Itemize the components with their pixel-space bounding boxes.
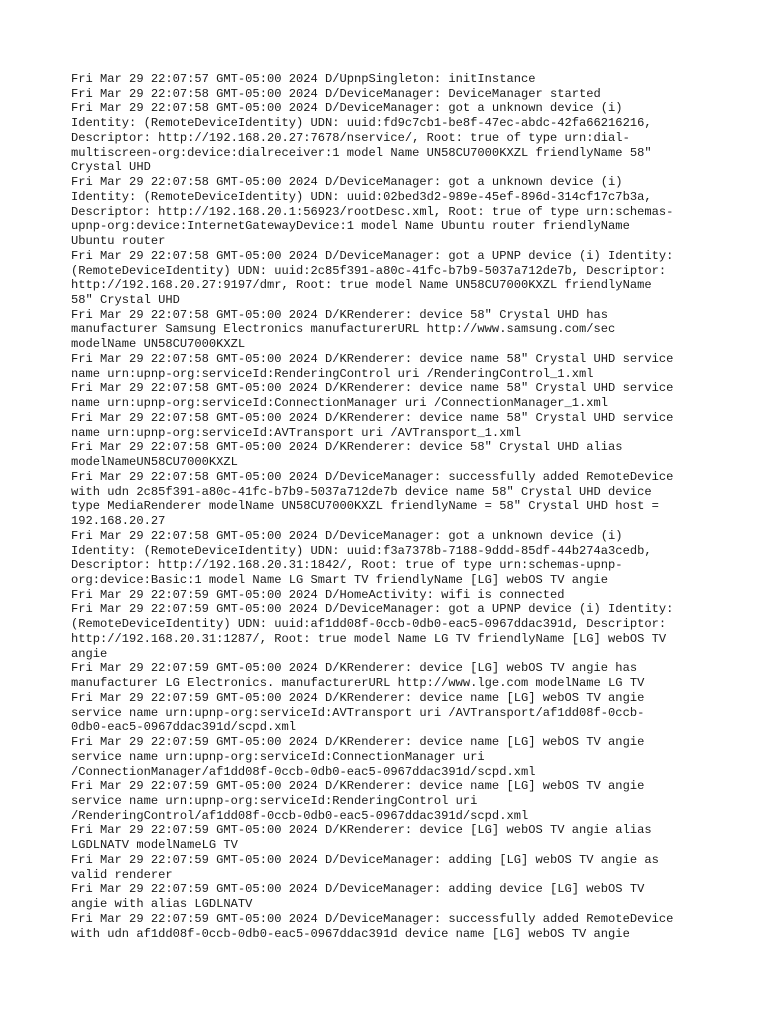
log-line: Fri Mar 29 22:07:58 GMT-05:00 2024 D/DeviceManager: got a unknown device (i) <box>71 175 623 190</box>
log-line: service name urn:upnp-org:serviceId:ConnectionManager uri <box>71 749 485 764</box>
log-line: Identity: (RemoteDeviceIdentity) UDN: uuid:02bed3d2-989e-45ef-896d-314cf17c7b3a, <box>71 189 652 204</box>
log-line: name urn:upnp-org:serviceId:AVTransport uri /AVTransport_1.xml <box>71 425 521 440</box>
log-line: /RenderingControl/af1dd08f-0ccb-0db0-eac5-0967ddac391d/scpd.xml <box>71 808 529 823</box>
log-line: Fri Mar 29 22:07:58 GMT-05:00 2024 D/DeviceManager: got a unknown device (i) <box>71 101 623 116</box>
log-line: service name urn:upnp-org:serviceId:AVTransport uri /AVTransport/af1dd08f-0ccb- <box>71 705 645 720</box>
log-line: Fri Mar 29 22:07:58 GMT-05:00 2024 D/DeviceManager: DeviceManager started <box>71 86 601 101</box>
log-line: manufacturer Samsung Electronics manufacturerURL http://www.samsung.com/sec <box>71 322 616 337</box>
log-line: Fri Mar 29 22:07:57 GMT-05:00 2024 D/UpnpSingleton: initInstance <box>71 72 536 86</box>
log-line: Fri Mar 29 22:07:59 GMT-05:00 2024 D/KRenderer: device [LG] webOS TV angie alias <box>71 823 652 838</box>
log-line: Identity: (RemoteDeviceIdentity) UDN: uuid:fd9c7cb1-be8f-47ec-abdc-42fa66216216, <box>71 116 652 131</box>
log-line: Fri Mar 29 22:07:59 GMT-05:00 2024 D/DeviceManager: adding [LG] webOS TV angie as <box>71 852 659 867</box>
log-line: manufacturer LG Electronics. manufacturerURL http://www.lge.com modelName LG TV <box>71 676 645 691</box>
log-line: Identity: (RemoteDeviceIdentity) UDN: uuid:f3a7378b-7188-9ddd-85df-44b274a3cedb, <box>71 543 652 558</box>
log-line: Fri Mar 29 22:07:59 GMT-05:00 2024 D/DeviceManager: got a UPNP device (i) Identity: <box>71 602 674 617</box>
log-line: Fri Mar 29 22:07:58 GMT-05:00 2024 D/KRenderer: device 58" Crystal UHD has <box>71 307 609 322</box>
log-line: Fri Mar 29 22:07:58 GMT-05:00 2024 D/DeviceManager: got a UPNP device (i) Identity: <box>71 248 674 263</box>
log-line: type MediaRenderer modelName UN58CU7000KXZL friendlyName = 58" Crystal UHD host = <box>71 499 659 514</box>
log-line: service name urn:upnp-org:serviceId:RenderingControl uri <box>71 793 478 808</box>
log-line: Descriptor: http://192.168.20.27:7678/nservice/, Root: true of type urn:dial- <box>71 130 630 145</box>
log-line: Fri Mar 29 22:07:58 GMT-05:00 2024 D/KRenderer: device name 58" Crystal UHD service <box>71 351 674 366</box>
log-line: Ubuntu router <box>71 234 166 249</box>
log-line: name urn:upnp-org:serviceId:ConnectionManager uri /ConnectionManager_1.xml <box>71 396 609 411</box>
log-line: angie <box>71 646 108 661</box>
log-line: modelName UN58CU7000KXZL <box>71 337 246 352</box>
log-line: (RemoteDeviceIdentity) UDN: uuid:2c85f391-a80c-41fc-b7b9-5037a712de7b, Descriptor: <box>71 263 667 278</box>
log-line: angie with alias LGDLNATV <box>71 897 253 912</box>
log-line: Fri Mar 29 22:07:59 GMT-05:00 2024 D/KRenderer: device name [LG] webOS TV angie <box>71 735 645 750</box>
log-line: name urn:upnp-org:serviceId:RenderingControl uri /RenderingControl_1.xml <box>71 366 594 381</box>
log-line: Fri Mar 29 22:07:58 GMT-05:00 2024 D/KRenderer: device name 58" Crystal UHD service <box>71 410 674 425</box>
log-line: Fri Mar 29 22:07:59 GMT-05:00 2024 D/DeviceManager: successfully added RemoteDevice <box>71 911 674 926</box>
log-line: Fri Mar 29 22:07:58 GMT-05:00 2024 D/DeviceManager: got a unknown device (i) <box>71 528 623 543</box>
log-line: 192.168.20.27 <box>71 514 166 529</box>
log-line: Descriptor: http://192.168.20.31:1842/, Root: true of type urn:schemas-upnp- <box>71 558 623 573</box>
log-line: LGDLNATV modelNameLG TV <box>71 838 238 853</box>
log-line: Fri Mar 29 22:07:59 GMT-05:00 2024 D/KRenderer: device [LG] webOS TV angie has <box>71 661 638 676</box>
log-line: multiscreen-org:device:dialreceiver:1 model Name UN58CU7000KXZL friendlyName 58" <box>71 145 652 160</box>
log-document <box>71 72 711 941</box>
log-line: 58" Crystal UHD <box>71 293 180 308</box>
log-line: /ConnectionManager/af1dd08f-0ccb-0db0-eac5-0967ddac391d/scpd.xml <box>71 764 536 779</box>
log-line: with udn 2c85f391-a80c-41fc-b7b9-5037a712de7b device name 58" Crystal UHD device <box>71 484 652 499</box>
log-line: Crystal UHD <box>71 160 151 175</box>
log-line: Descriptor: http://192.168.20.1:56923/rootDesc.xml, Root: true of type urn:schemas- <box>71 204 674 219</box>
log-line: org:device:Basic:1 model Name LG Smart TV friendlyName [LG] webOS TV angie <box>71 572 609 587</box>
log-line: Fri Mar 29 22:07:59 GMT-05:00 2024 D/KRenderer: device name [LG] webOS TV angie <box>71 690 645 705</box>
log-line: Fri Mar 29 22:07:58 GMT-05:00 2024 D/DeviceManager: successfully added RemoteDevice <box>71 469 674 484</box>
log-line: upnp-org:device:InternetGatewayDevice:1 model Name Ubuntu router friendlyName <box>71 219 630 234</box>
log-line: valid renderer <box>71 867 173 882</box>
log-line: Fri Mar 29 22:07:58 GMT-05:00 2024 D/KRenderer: device name 58" Crystal UHD service <box>71 381 674 396</box>
log-line: Fri Mar 29 22:07:59 GMT-05:00 2024 D/DeviceManager: adding device [LG] webOS TV <box>71 882 645 897</box>
log-line: with udn af1dd08f-0ccb-0db0-eac5-0967ddac391d device name [LG] webOS TV angie <box>71 926 630 941</box>
log-line: http://192.168.20.27:9197/dmr, Root: true model Name UN58CU7000KXZL friendlyName <box>71 278 652 293</box>
log-line: (RemoteDeviceIdentity) UDN: uuid:af1dd08f-0ccb-0db0-eac5-0967ddac391d, Descriptor: <box>71 617 667 632</box>
log-line: modelNameUN58CU7000KXZL <box>71 455 238 470</box>
log-line: Fri Mar 29 22:07:58 GMT-05:00 2024 D/KRenderer: device 58" Crystal UHD alias <box>71 440 623 455</box>
log-line: Fri Mar 29 22:07:59 GMT-05:00 2024 D/KRenderer: device name [LG] webOS TV angie <box>71 779 645 794</box>
log-line: 0db0-eac5-0967ddac391d/scpd.xml <box>71 720 296 735</box>
log-line: Fri Mar 29 22:07:59 GMT-05:00 2024 D/HomeActivity: wifi is connected <box>71 587 565 602</box>
log-line: http://192.168.20.31:1287/, Root: true model Name LG TV friendlyName [LG] webOS TV <box>71 631 667 646</box>
